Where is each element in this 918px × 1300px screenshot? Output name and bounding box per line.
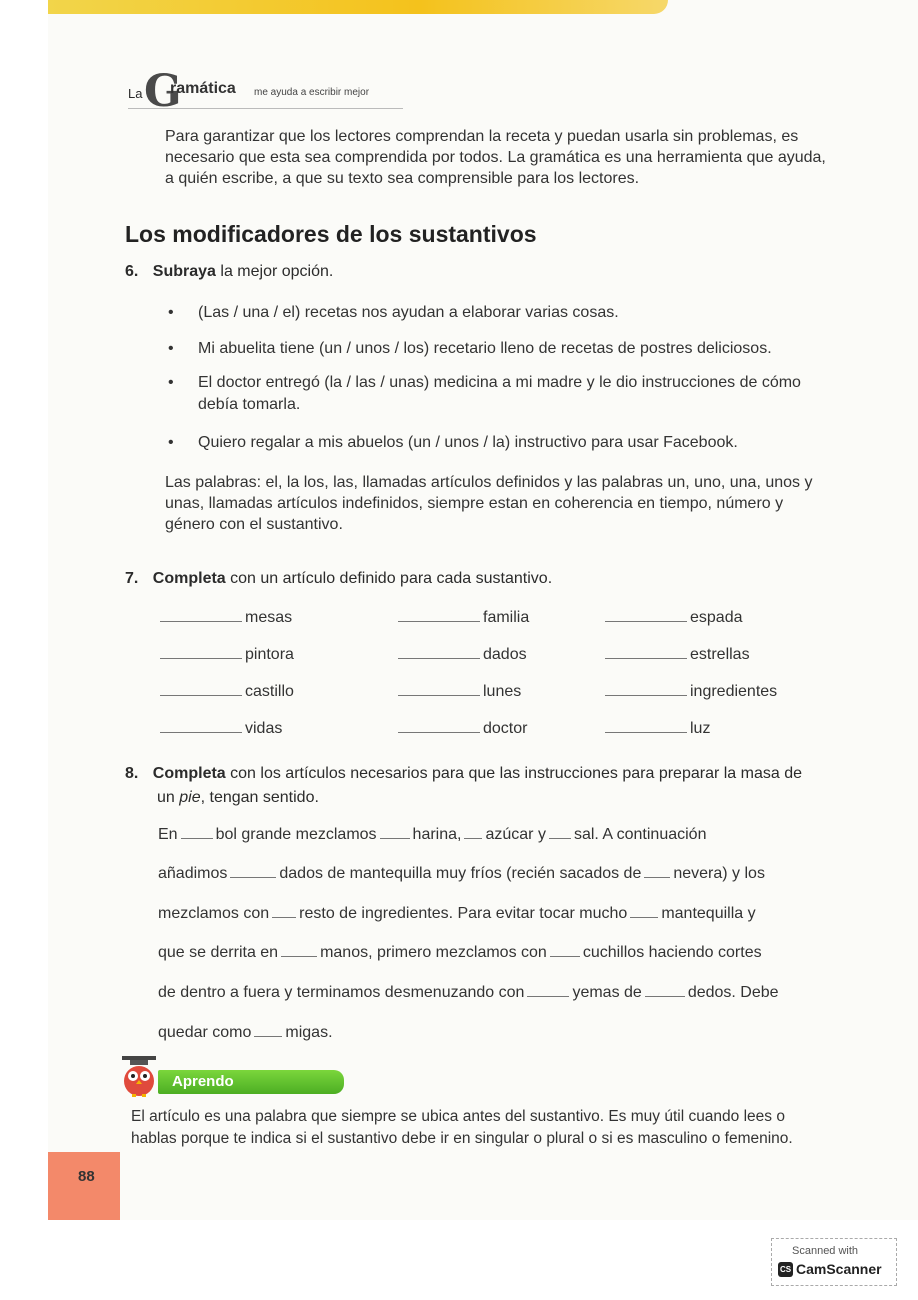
header-g-letter: G (144, 66, 182, 117)
aprendo-label: Aprendo (172, 1073, 234, 1090)
section-header (128, 66, 403, 117)
answer-blank[interactable] (160, 681, 242, 696)
answer-item[interactable]: doctor (398, 718, 527, 738)
answer-blank[interactable] (380, 824, 410, 839)
answer-blank[interactable] (230, 863, 276, 878)
answer-blank[interactable] (605, 644, 687, 659)
exercise-6-heading (125, 263, 333, 281)
answer-blank[interactable] (160, 607, 242, 622)
bullet-item: • Quiero regalar a mis abuelos (un / unos / la) instructivo para usar Facebook. (168, 432, 818, 454)
exercise-7-heading (125, 570, 552, 588)
answer-blank[interactable] (644, 863, 670, 878)
answer-blank[interactable] (630, 903, 658, 918)
paragraph-line: añadimos dados de mantequilla muy fríos (recién sacados de nevera) y los (158, 865, 765, 882)
paragraph-line: de dentro a fuera y terminamos desmenuzando con yemas de dedos. Debe (158, 984, 779, 1001)
exercise-8-verb: Completa (152, 765, 226, 782)
watermark-line1: Scanned with (792, 1245, 859, 1257)
bullet-item: • (Las / una / el) recetas nos ayudan a elaborar varias cosas. (168, 302, 818, 324)
answer-item[interactable]: familia (398, 607, 529, 627)
paragraph-line: quedar como migas. (158, 1024, 333, 1041)
exercise-8-number: 8. (125, 765, 139, 782)
exercise-6-verb: Subraya (152, 263, 216, 280)
answer-blank[interactable] (605, 607, 687, 622)
answer-blank[interactable] (605, 681, 687, 696)
section-title: Los modificadores de los sustantivos (125, 221, 537, 247)
answer-item[interactable]: castillo (160, 681, 294, 701)
exercise-7-number: 7. (125, 570, 139, 587)
bullet-item: • Mi abuelita tiene (un / unos / los) recetario lleno de recetas de postres deliciosos. (168, 338, 818, 360)
answer-item[interactable]: ingredientes (605, 681, 777, 701)
exercise-8-instruction-a: con los artículos necesarios para que las instrucciones para preparar la masa de (225, 765, 803, 782)
page-number: 88 (78, 1168, 95, 1185)
paragraph-line: que se derrita en manos, primero mezclamos con cuchillos haciendo cortes (158, 944, 762, 961)
paragraph-line: En bol grande mezclamos harina, azúcar y sal. A continuación (158, 826, 707, 843)
exercise-8-heading: 8. Completa con los artículos necesarios para que las instrucciones para preparar la masa de un pie, tengan sentido. (125, 765, 803, 806)
answer-blank[interactable] (160, 718, 242, 733)
header-subtitle: me ayuda a escribir mejor (254, 87, 370, 98)
answer-blank[interactable] (398, 681, 480, 696)
top-color-band (48, 0, 668, 14)
answer-item[interactable]: luz (605, 718, 710, 738)
answer-item[interactable]: espada (605, 607, 743, 627)
answer-blank[interactable] (549, 824, 571, 839)
aprendo-text: El artículo es una palabra que siempre se ubica antes del sustantivo. Es muy útil cuando lees o hablas porque te indica si el sustantivo debe ir en singular o plural o si es masculino o femenino. (131, 1108, 793, 1147)
answer-blank[interactable] (550, 942, 580, 957)
answer-blank[interactable] (605, 718, 687, 733)
answer-blank[interactable] (464, 824, 482, 839)
answer-blank[interactable] (272, 903, 296, 918)
answer-blank[interactable] (398, 644, 480, 659)
answer-item[interactable]: lunes (398, 681, 521, 701)
answer-item[interactable]: estrellas (605, 644, 750, 664)
answer-blank[interactable] (281, 942, 317, 957)
answer-blank[interactable] (181, 824, 213, 839)
answer-blank[interactable] (160, 644, 242, 659)
page-number-tab (48, 1152, 120, 1220)
answer-blank[interactable] (398, 607, 480, 622)
answer-item[interactable]: mesas (160, 607, 292, 627)
answer-item[interactable]: dados (398, 644, 527, 664)
answer-item[interactable]: vidas (160, 718, 282, 738)
paragraph-line: mezclamos con resto de ingredientes. Para evitar tocar mucho mantequilla y (158, 905, 756, 922)
answer-blank[interactable] (398, 718, 480, 733)
articles-note: Las palabras: el, la los, las, llamadas artículos definidos y las palabras un, uno, una, unos y unas, llamadas artículos indefinidos, siempre estan en coherencia en tiempo, número y género con el sustantivo. (165, 474, 813, 533)
answer-blank[interactable] (254, 1022, 282, 1037)
exercise-7-instruction: con un artículo definido para cada sustantivo. (225, 570, 553, 587)
owl-icon (118, 1054, 160, 1098)
answer-blank[interactable] (645, 982, 685, 997)
header-la: La (128, 86, 143, 101)
answer-blank[interactable] (527, 982, 569, 997)
exercise-6-instruction: la mejor opción. (215, 263, 334, 280)
watermark-line2: CamScanner (796, 1261, 882, 1277)
intro-paragraph: Para garantizar que los lectores comprendan la receta y puedan usarla sin problemas, es necesario que esta sea comprendida por todos. La gramática es una herramienta que ayuda, a quién escribe, a que su texto sea comprensible para los lectores. (165, 128, 826, 187)
camscanner-watermark (771, 1238, 897, 1286)
answer-item[interactable]: pintora (160, 644, 294, 664)
camscanner-logo-icon: CS (778, 1262, 793, 1277)
exercise-7-verb: Completa (152, 570, 226, 587)
exercise-6-number: 6. (125, 263, 139, 280)
header-gramatica: ramática (170, 80, 236, 97)
bullet-item: • El doctor entregó (la / las / unas) medicina a mi madre y le dio instrucciones de cómo debía tomarla. (168, 372, 808, 416)
